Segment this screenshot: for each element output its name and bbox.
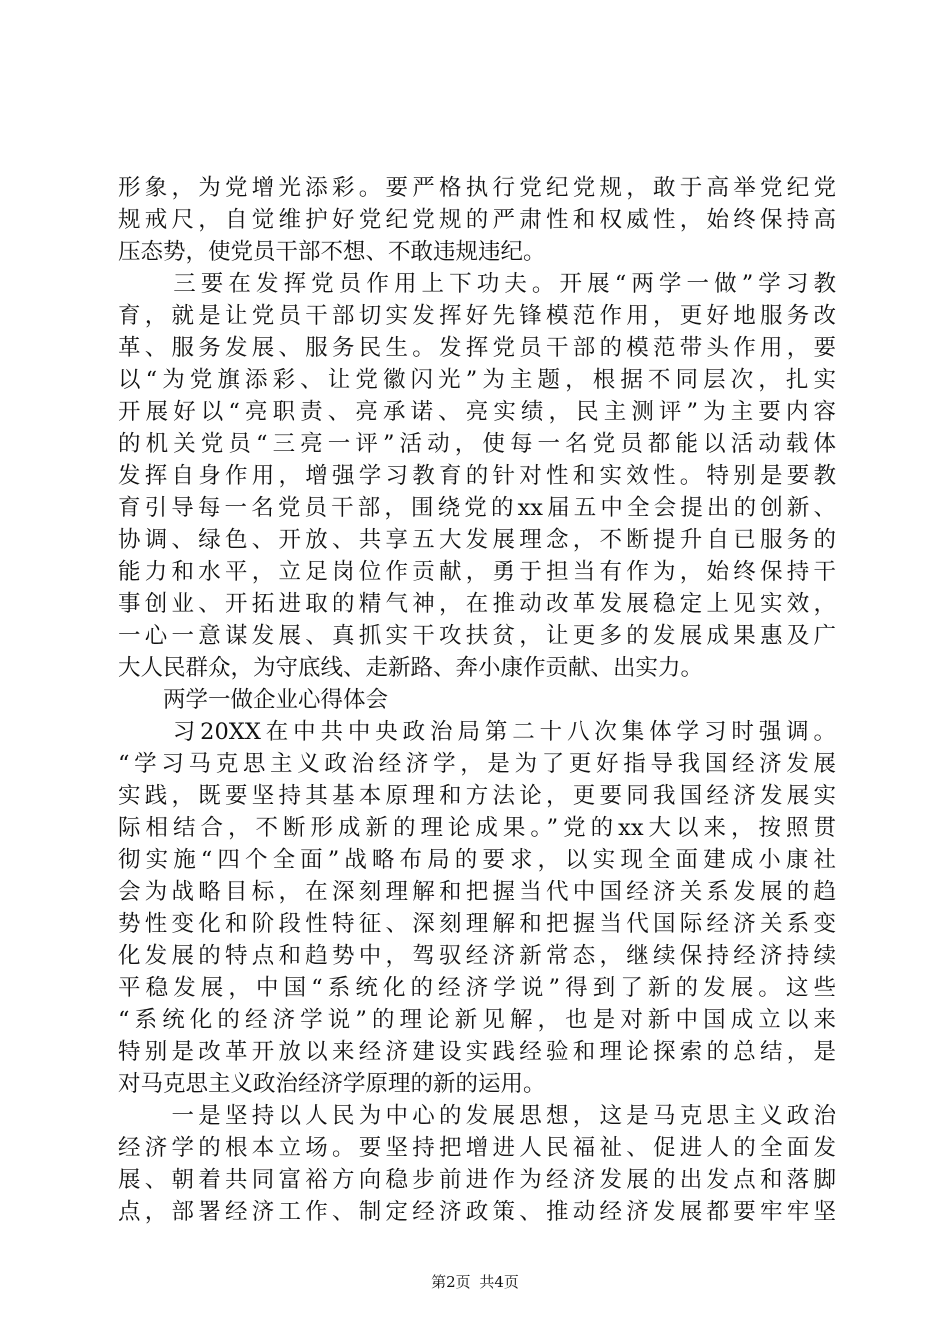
text-line: 大人民群众，为守底线、走新路、奔小康作贡献、出实力。 <box>118 655 704 681</box>
page-footer <box>0 1272 950 1292</box>
text-line: 化发展的特点和趋势中，驾驭经济新常态，继续保持经济持续 <box>118 943 836 969</box>
text-line: 点，部署经济工作、制定经济政策、推动经济发展都要牢牢坚 <box>118 1199 836 1225</box>
text-line: 协调、绿色、开放、共享五大发展理念，不断提升自已服务的 <box>118 527 836 553</box>
section-heading: 两学一做企业心得体会 <box>118 687 389 713</box>
page-number-total: 共4页 <box>479 1273 519 1291</box>
text-line: 能力和水平，立足岗位作贡献，勇于担当有作为，始终保持干 <box>118 559 836 585</box>
page-number-current: 第2页 <box>431 1273 471 1291</box>
text-line: 以“为党旗添彩、让党徽闪光”为主题，根据不同层次，扎实 <box>118 367 836 393</box>
text-line: 经济学的根本立场。要坚持把增进人民福祉、促进人的全面发 <box>118 1135 836 1161</box>
text-line: 三要在发挥党员作用上下功夫。开展“两学一做”学习教 <box>118 271 836 297</box>
text-line: 势性变化和阶段性特征、深刻理解和把握当代国际经济关系变 <box>118 911 836 937</box>
text-line: 开展好以“亮职责、亮承诺、亮实绩，民主测评”为主要内容 <box>118 399 836 425</box>
text-line: 展、朝着共同富裕方向稳步前进作为经济发展的出发点和落脚 <box>118 1167 836 1193</box>
text-line: 际相结合，不断形成新的理论成果。”党的xx大以来，按照贯 <box>118 815 836 841</box>
text-line: 一是坚持以人民为中心的发展思想，这是马克思主义政治 <box>118 1103 836 1129</box>
text-line: “系统化的经济学说”的理论新见解，也是对新中国成立以来 <box>118 1007 836 1033</box>
document-body <box>118 172 836 1228</box>
text-line: 对马克思主义政治经济学原理的新的运用。 <box>118 1071 546 1097</box>
text-line: 事创业、开拓进取的精气神，在推动改革发展稳定上见实效， <box>118 591 836 617</box>
text-line: 特别是改革开放以来经济建设实践经验和理论探索的总结，是 <box>118 1039 836 1065</box>
text-line: 育，就是让党员干部切实发挥好先锋模范作用，更好地服务改 <box>118 303 836 329</box>
text-line: 革、服务发展、服务民生。发挥党员干部的模范带头作用，要 <box>118 335 836 361</box>
text-line: 一心一意谋发展、真抓实干攻扶贫，让更多的发展成果惠及广 <box>118 623 836 649</box>
text-line: 彻实施“四个全面”战略布局的要求，以实现全面建成小康社 <box>118 847 836 873</box>
text-line: “学习马克思主义政治经济学，是为了更好指导我国经济发展 <box>118 751 836 777</box>
text-line: 形象，为党增光添彩。要严格执行党纪党规，敢于高举党纪党 <box>118 175 836 201</box>
text-line: 育引导每一名党员干部，围绕党的xx届五中全会提出的创新、 <box>118 495 836 521</box>
text-line: 规戒尺，自觉维护好党纪党规的严肃性和权威性，始终保持高 <box>118 207 836 233</box>
text-line: 习20XX在中共中央政治局第二十八次集体学习时强调。 <box>118 719 836 745</box>
text-line: 会为战略目标，在深刻理解和把握当代中国经济关系发展的趋 <box>118 879 836 905</box>
text-line: 平稳发展，中国“系统化的经济学说”得到了新的发展。这些 <box>118 975 836 1001</box>
text-line: 的机关党员“三亮一评”活动，使每一名党员都能以活动载体 <box>118 431 836 457</box>
text-line: 实践，既要坚持其基本原理和方法论，更要同我国经济发展实 <box>118 783 836 809</box>
text-line: 发挥自身作用，增强学习教育的针对性和实效性。特别是要教 <box>118 463 836 489</box>
text-line: 压态势，使党员干部不想、不敢违规违纪。 <box>118 239 546 265</box>
